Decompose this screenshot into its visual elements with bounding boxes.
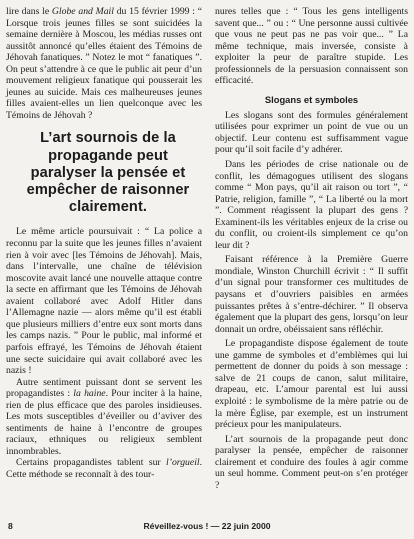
page-footer: [0, 521, 414, 535]
paragraph-symbols: Le propagandiste dispose également de toute une gamme de symboles et d’emblèmes qui lui permettent de donner du poids à son message : salve de 21 coups de canon, salut militaire, drapeau, etc. L’amour parental est lui aussi exploité : le symbolisme de la mère patrie ou de la mère Église, par exemple, est un instrument précieux pour les manipulateurs.: [215, 338, 408, 431]
right-column: [215, 6, 408, 491]
magazine-issue: Réveillez-vous ! — 22 juin 2000: [143, 521, 271, 531]
emphasis-text: la haine: [73, 388, 106, 400]
section-heading: Slogans et symboles: [264, 93, 359, 105]
emphasis-text: l’orgueil: [166, 457, 200, 469]
page-number: 8: [8, 521, 13, 531]
newspaper-title: Globe and Mail: [51, 6, 114, 17]
paragraph-text: Certains propagandistes tablent sur: [16, 457, 167, 469]
paragraph-churchill: Faisant référence à la Première Guerre mondiale, Winston Churchill écrivit : “ Il suffit d’un signal pour transformer ces multitudes de paysans et d’ouvriers paisibles en armées puissantes prêtes à s’entre-déchirer. ” Il observa également que la plupart des gens, lorsqu’on leur donnait un ordre, obéissaient sans réfléchir.: [215, 254, 408, 335]
left-column: [6, 6, 202, 481]
paragraph-text: lire dans le: [6, 6, 52, 17]
magazine-page: [6, 6, 410, 522]
paragraph-text: du 15 février 1999 : “ Lorsque trois jeunes filles se sont suicidées la semaine dernière à Moscou, les médias russes ont aussitôt annoncé qu’elles étaient des Témoins de Jéhovah fanatiques. ” Notez le mot “ fanatiques ”. On peut s’attendre à ce que le public ait peur d’un mouvement religieux fanatique qui pousserait les jeunes au suicide. Mais ces malheureuses jeunes filles avaient-elles un lien quelconque avec les Témoins de Jéhovah ?: [6, 6, 202, 121]
paragraph-globe-and-mail: [6, 6, 202, 121]
paragraph-crisis: Dans les périodes de crise nationale ou de conflit, les démagogues utilisent des slogans comme “ Mon pays, qu’il ait raison ou tort ”, “ Patrie, religion, famille ”, “ La liberté ou la mort ”. Comment réagissent la plupart des gens ? Examinent-ils les véritables enjeux de la crise ou du conflit, ou croient-ils simplement ce qu’on leur dit ?: [215, 159, 408, 251]
paragraph-conclusion: L’art sournois de la propagande peut donc paralyser la pensée, empêcher de raisonner clairement et conduire des foules à agir comme un seul homme. Comment peut-on s’en protéger ?: [215, 433, 408, 491]
paragraph-pride: [6, 457, 202, 480]
paragraph-slogans: Les slogans sont des formules généralement utilisées pour exprimer un point de vue ou un objectif. Leur contenu est suffisamment vague pour qu’il soit facile d’y adhérer.: [215, 109, 408, 156]
paragraph-article-continues: Le même article poursuivait : “ La police a reconnu par la suite que les jeunes filles n’avaient rien à voir avec [les Témoins de Jéhovah]. Mais, dans l’intervalle, une chaîne de télévision moscovite avait lancé une nouvelle attaque contre la secte en affirmant que les Témoins de Jéhovah avaient collaboré avec Adolf Hitler dans l’Allemagne nazie — alors même qu’il est établi que plusieurs milliers d’entre eux sont morts dans les camps nazis. ” Pour le public, mal informé et parfois effrayé, les Témoins de Jéhovah étaient une secte suicidaire qui avait collaboré avec les nazis !: [6, 226, 202, 377]
paragraph-text: . Cette méthode se reconnaît à des tour-: [6, 457, 202, 480]
pull-quote: L’art sournois de la propagande peut paralyser la pensée et empêcher de raisonner clairement.: [26, 130, 190, 216]
paragraph-intelligence: nures telles que : “ Tous les gens intelligents savent que... ” ou : “ Une personne aussi cultivée que vous ne peut pas ne pas voir que... ” La même technique, mais inversée, consiste à exploiter la peur de paraître stupide. Les professionnels de la persuasion connaissent son efficacité.: [215, 6, 408, 87]
paragraph-text: . Pour inciter à la haine, rien de plus efficace que des paroles insidieuses. Les mots susceptibles d’éveiller ou d’aviver des sentiments de haine à l’encontre de groupes raciaux, ethniques ou religieux semblent innombrables.: [6, 388, 202, 457]
paragraph-text: Autre sentiment puissant dont se servent les propagandistes :: [6, 376, 202, 400]
paragraph-hatred: [6, 377, 202, 458]
